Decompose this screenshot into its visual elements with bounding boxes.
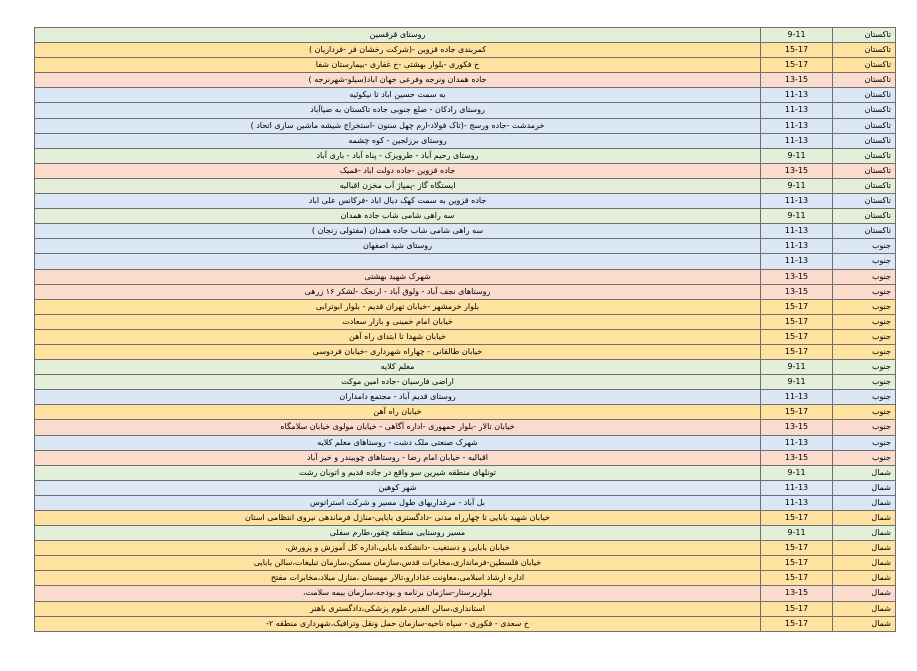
region-cell[interactable]: تاکستان	[833, 209, 896, 224]
region-cell[interactable]: شمال	[833, 526, 896, 541]
region-cell[interactable]: جنوب	[833, 375, 896, 390]
table-row	[35, 344, 896, 359]
time-slot-cell[interactable]: 11-13	[761, 435, 833, 450]
table-row	[35, 450, 896, 465]
time-slot-cell[interactable]: 11-13	[761, 495, 833, 510]
table-row	[35, 118, 896, 133]
table-row	[35, 420, 896, 435]
area-description-cell[interactable]: شهرک شهید بهشتی	[35, 269, 761, 284]
table-row	[35, 360, 896, 375]
area-description-cell[interactable]: اراضی فارسیان -جاده امین موکت	[35, 375, 761, 390]
region-cell[interactable]: تاکستان	[833, 43, 896, 58]
time-slot-cell[interactable]: 15-17	[761, 405, 833, 420]
region-cell[interactable]: شمال	[833, 541, 896, 556]
area-description-cell[interactable]: جاده قزوین -جاده دولت اباد -قمیک	[35, 163, 761, 178]
time-slot-cell[interactable]: 15-17	[761, 344, 833, 359]
area-description-cell[interactable]: خیابان شهدا تا ابتدای راه آهن	[35, 329, 761, 344]
area-description-cell[interactable]: تونلهای منطقه شیرین سو واقع در جاده قدیم و اتوبان رشت	[35, 465, 761, 480]
area-description-cell[interactable]: جاده قزوین به سمت کهک دیال اباد -فرکانس علی اباد	[35, 194, 761, 209]
time-slot-cell[interactable]: 11-13	[761, 133, 833, 148]
table-row	[35, 405, 896, 420]
region-cell[interactable]: تاکستان	[833, 103, 896, 118]
region-cell[interactable]: تاکستان	[833, 224, 896, 239]
area-description-cell[interactable]: بل آباد - مرغداریهای طول مسیر و شرکت استراتوس	[35, 495, 761, 510]
region-cell[interactable]: جنوب	[833, 299, 896, 314]
table-body	[35, 28, 896, 632]
area-description-cell[interactable]: اداره ارشاد اسلامی،معاونت غذادارو،تالار مهستان ،منازل میلاد،مخابرات مفتح	[35, 571, 761, 586]
time-slot-cell[interactable]: 13-15	[761, 420, 833, 435]
region-cell[interactable]: جنوب	[833, 254, 896, 269]
time-slot-cell[interactable]: 15-17	[761, 43, 833, 58]
region-cell[interactable]: جنوب	[833, 329, 896, 344]
region-cell[interactable]: جنوب	[833, 450, 896, 465]
area-description-cell[interactable]: اقبالیه - خیابان امام رضا - روستاهای چوبیندر و خیر آباد	[35, 450, 761, 465]
time-slot-cell[interactable]: 9-11	[761, 148, 833, 163]
region-cell[interactable]: جنوب	[833, 344, 896, 359]
area-description-cell[interactable]: کمربندی جاده قزوین -(شرکت رخشان فر -فرداریان )	[35, 43, 761, 58]
area-description-cell[interactable]: شهر کوهین	[35, 480, 761, 495]
table-row	[35, 284, 896, 299]
region-cell[interactable]: شمال	[833, 616, 896, 631]
time-slot-cell[interactable]: 11-13	[761, 239, 833, 254]
table-row	[35, 224, 896, 239]
area-description-cell[interactable]: روستای قدیم آباد - مجتمع دامداران	[35, 390, 761, 405]
area-description-cell[interactable]: بلوار خرمشهر -خیابان تهران قدیم - بلوار ابوترابی	[35, 299, 761, 314]
table-row	[35, 465, 896, 480]
area-description-cell[interactable]: خ سعدی - فکوری - سپاه ناحیه-سازمان حمل ونقل وترافیک،شهرداری منطقه ۲-	[35, 616, 761, 631]
region-cell[interactable]: تاکستان	[833, 194, 896, 209]
time-slot-cell[interactable]: 15-17	[761, 299, 833, 314]
table-row	[35, 209, 896, 224]
time-slot-cell[interactable]: 13-15	[761, 284, 833, 299]
table-row	[35, 375, 896, 390]
region-cell[interactable]: شمال	[833, 556, 896, 571]
area-description-cell[interactable]: جاده همدان ونرجه وفرعی جهان اباد(سیلو-شهرنرجه )	[35, 73, 761, 88]
region-cell[interactable]: تاکستان	[833, 73, 896, 88]
area-description-cell[interactable]: روستاهای نجف آباد - ولوق آباد - ارنجک -لشکر ۱۶ زرهی	[35, 284, 761, 299]
time-slot-cell[interactable]: 11-13	[761, 390, 833, 405]
time-slot-cell[interactable]: 15-17	[761, 541, 833, 556]
table-row	[35, 571, 896, 586]
area-description-cell[interactable]: خیابان امام خمینی و بازار سعادت	[35, 314, 761, 329]
time-slot-cell[interactable]: 9-11	[761, 360, 833, 375]
table-row	[35, 58, 896, 73]
area-description-cell[interactable]: روستای رادکان - ضلع جنوبی جاده تاکستان به ضیاآباد	[35, 103, 761, 118]
region-cell[interactable]: شمال	[833, 511, 896, 526]
area-description-cell[interactable]: ایستگاه گاز -پمپاژ آب مخزن اقبالیه	[35, 178, 761, 193]
area-description-cell[interactable]: خیابان فلسطین-فرمانداری،مخابرات قدس،سازمان مسکن،سازمان تبلیغات،سالن بابایی	[35, 556, 761, 571]
region-cell[interactable]: جنوب	[833, 390, 896, 405]
time-slot-cell[interactable]: 13-15	[761, 163, 833, 178]
table-row	[35, 329, 896, 344]
table-row	[35, 269, 896, 284]
time-slot-cell[interactable]: 15-17	[761, 556, 833, 571]
table-row	[35, 43, 896, 58]
time-slot-cell[interactable]: 13-15	[761, 586, 833, 601]
time-slot-cell[interactable]: 9-11	[761, 375, 833, 390]
time-slot-cell[interactable]: 9-11	[761, 28, 833, 43]
table-row	[35, 390, 896, 405]
area-description-cell[interactable]: مسیر روستایی منطقه چقور،طارم سفلی	[35, 526, 761, 541]
time-slot-cell[interactable]: 15-17	[761, 329, 833, 344]
region-cell[interactable]: شمال	[833, 586, 896, 601]
area-description-cell[interactable]: روستای قرقسین	[35, 28, 761, 43]
area-description-cell[interactable]: به سمت حسین اباد تا نیکوئیه	[35, 88, 761, 103]
time-slot-cell[interactable]: 11-13	[761, 480, 833, 495]
region-cell[interactable]: تاکستان	[833, 163, 896, 178]
area-description-cell[interactable]: روستای شید اصفهان	[35, 239, 761, 254]
region-cell[interactable]: جنوب	[833, 269, 896, 284]
table-row	[35, 601, 896, 616]
region-cell[interactable]: تاکستان	[833, 88, 896, 103]
region-cell[interactable]: تاکستان	[833, 133, 896, 148]
region-cell[interactable]: شمال	[833, 465, 896, 480]
region-cell[interactable]: تاکستان	[833, 178, 896, 193]
table-row	[35, 556, 896, 571]
table-row	[35, 194, 896, 209]
area-description-cell[interactable]: خیابان تالار -بلوار جمهوری -اداره آگاهی - خیابان مولوی خیابان سلامگاه	[35, 420, 761, 435]
time-slot-cell[interactable]: 11-13	[761, 194, 833, 209]
table-row	[35, 314, 896, 329]
area-description-cell[interactable]	[35, 254, 761, 269]
table-row	[35, 586, 896, 601]
area-description-cell[interactable]: سه راهی شامی شاب جاده همدان	[35, 209, 761, 224]
area-description-cell[interactable]: خرمدشت -جاده ورسج -(تاک فولاد-ارم چهل ستون -استخراج شیشه ماشین سازی اتحاد )	[35, 118, 761, 133]
region-cell[interactable]: جنوب	[833, 435, 896, 450]
table-row	[35, 148, 896, 163]
time-slot-cell[interactable]: 11-13	[761, 254, 833, 269]
table-row	[35, 616, 896, 631]
table-row	[35, 178, 896, 193]
time-slot-cell[interactable]: 9-11	[761, 178, 833, 193]
area-description-cell[interactable]: استانداری،سالن الغدیر،علوم پزشکی،دادگستری باهنر	[35, 601, 761, 616]
table-row	[35, 254, 896, 269]
table-row	[35, 435, 896, 450]
time-slot-cell[interactable]: 9-11	[761, 465, 833, 480]
area-description-cell[interactable]: شهرک صنعتی ملک دشت - روستاهای معلم کلایه	[35, 435, 761, 450]
table-row	[35, 28, 896, 43]
time-slot-cell[interactable]: 11-13	[761, 88, 833, 103]
region-cell[interactable]: جنوب	[833, 314, 896, 329]
area-description-cell[interactable]: روستای رحیم آباد - طرویزک - پناه آباد - باری آباد	[35, 148, 761, 163]
region-cell[interactable]: شمال	[833, 571, 896, 586]
time-slot-cell[interactable]: 11-13	[761, 118, 833, 133]
table-row	[35, 88, 896, 103]
region-cell[interactable]: جنوب	[833, 284, 896, 299]
region-cell[interactable]: شمال	[833, 480, 896, 495]
area-description-cell[interactable]: خیابان شهید بابایی تا چهارراه مدنی -دادگستری بابایی-منازل فرماندهی نیروی انتظامی استان	[35, 511, 761, 526]
region-cell[interactable]: جنوب	[833, 405, 896, 420]
time-slot-cell[interactable]: 13-15	[761, 73, 833, 88]
time-slot-cell[interactable]: 13-15	[761, 269, 833, 284]
table-row	[35, 480, 896, 495]
region-cell[interactable]: جنوب	[833, 360, 896, 375]
time-slot-cell[interactable]: 13-15	[761, 450, 833, 465]
area-description-cell[interactable]: بلواربرستار-سازمان برنامه و بودجه،سازمان بیمه سلامت،	[35, 586, 761, 601]
area-description-cell[interactable]: سه راهی شامی شاب جاده همدان (مفتولی زنجان )	[35, 224, 761, 239]
region-cell[interactable]: جنوب	[833, 420, 896, 435]
time-slot-cell[interactable]: 15-17	[761, 511, 833, 526]
table-row	[35, 541, 896, 556]
table-row	[35, 299, 896, 314]
table-row	[35, 73, 896, 88]
table-row	[35, 526, 896, 541]
region-cell[interactable]: شمال	[833, 495, 896, 510]
table-row	[35, 495, 896, 510]
area-description-cell[interactable]: معلم کلایه	[35, 360, 761, 375]
region-cell[interactable]: تاکستان	[833, 58, 896, 73]
area-description-cell[interactable]: خیابان بابایی و دستغیب -دانشکده بابایی،اداره کل آموزش و پرورش،	[35, 541, 761, 556]
time-slot-cell[interactable]: 15-17	[761, 571, 833, 586]
table-row	[35, 239, 896, 254]
region-cell[interactable]: جنوب	[833, 239, 896, 254]
outage-schedule-table	[34, 27, 896, 632]
area-description-cell[interactable]: روستای برزلجین - کوه چشمه	[35, 133, 761, 148]
region-cell[interactable]: تاکستان	[833, 28, 896, 43]
time-slot-cell[interactable]: 15-17	[761, 314, 833, 329]
time-slot-cell[interactable]: 15-17	[761, 616, 833, 631]
table-row	[35, 163, 896, 178]
table-row	[35, 133, 896, 148]
time-slot-cell[interactable]: 11-13	[761, 224, 833, 239]
region-cell[interactable]: شمال	[833, 601, 896, 616]
time-slot-cell[interactable]: 9-11	[761, 209, 833, 224]
region-cell[interactable]: تاکستان	[833, 118, 896, 133]
table-row	[35, 103, 896, 118]
time-slot-cell[interactable]: 15-17	[761, 601, 833, 616]
time-slot-cell[interactable]: 9-11	[761, 526, 833, 541]
table-row	[35, 511, 896, 526]
area-description-cell[interactable]: خ فکوری -بلوار بهشتی -خ غفاری -بیمارستان شفا	[35, 58, 761, 73]
time-slot-cell[interactable]: 15-17	[761, 58, 833, 73]
area-description-cell[interactable]: خیابان طالقانی - چهاراه شهرداری -خیابان فردوسی	[35, 344, 761, 359]
region-cell[interactable]: تاکستان	[833, 148, 896, 163]
time-slot-cell[interactable]: 11-13	[761, 103, 833, 118]
area-description-cell[interactable]: خیابان راه آهن	[35, 405, 761, 420]
